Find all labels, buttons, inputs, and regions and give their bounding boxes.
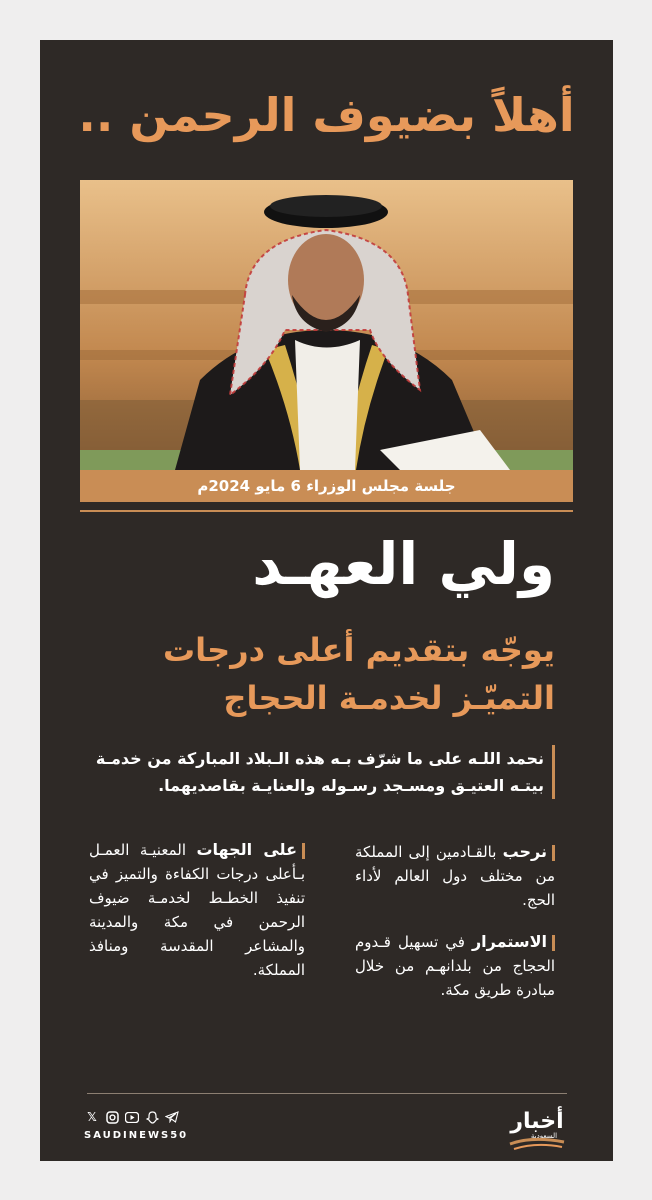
subtitle-line-1: يوجّه بتقديم أعلى درجات <box>162 631 555 669</box>
social-icons <box>84 1107 194 1127</box>
right-column <box>355 840 555 1002</box>
point-text: بالقـادمين إلى المملكة من مختلف دول العالم لأداء الحج. <box>355 843 555 909</box>
point-text: المعنيـة العمـل بـأعلى درجات الكفاءة والتميز في تنفيذ الخطـط لخدمـة ضيوف الرحمن في مكة والمدينة والمشاعر المقدسة ومنافذ المملكة. <box>89 841 305 979</box>
point-welcome <box>355 840 555 912</box>
logo-text: أخبار <box>510 1109 564 1134</box>
photo-caption: جلسة مجلس الوزراء 6 مايو 2024م <box>80 470 573 502</box>
article-title: ولي العهـد <box>252 530 555 598</box>
accent-bar <box>552 935 555 951</box>
accent-bar <box>552 845 555 861</box>
intro-paragraph: نحمد اللـه على ما شرّف بـه هذه الـبلاد المباركة من خدمـة بيتـه العتيـق ومسـجد رسـوله والعنايـة بقاصديهما. <box>82 745 555 799</box>
x-icon[interactable]: 𝕏 <box>87 1110 97 1124</box>
caption-divider <box>80 510 573 512</box>
subtitle-line-2: التميّـز لخدمـة الحجاج <box>223 679 555 717</box>
point-continue <box>355 930 555 1002</box>
headline: أهلاً بضيوف الرحمن .. <box>78 88 575 142</box>
instagram-icon[interactable] <box>104 1109 120 1125</box>
accent-bar <box>302 843 305 859</box>
youtube-icon[interactable] <box>124 1109 140 1125</box>
photo-illustration <box>80 180 573 470</box>
point-lead: نرحب <box>502 842 547 861</box>
point-lead: الاستمرار <box>471 932 547 951</box>
social-handle: SAUDINEWS50 <box>84 1130 189 1141</box>
article-subtitle <box>85 626 555 722</box>
point-text: في تسهيل قـدوم الحجاج من بلدانهـم من خلال مبادرة طريق مكة. <box>355 933 555 999</box>
telegram-icon[interactable] <box>164 1109 180 1125</box>
point-lead: على الجهات <box>196 840 298 859</box>
crown-prince-photo <box>80 180 573 470</box>
poster <box>40 40 613 1161</box>
snapchat-icon[interactable] <box>144 1109 160 1125</box>
left-column <box>89 838 305 982</box>
logo-subtext: السعودية <box>530 1132 558 1140</box>
footer-divider <box>87 1093 567 1094</box>
akhbar-logo <box>502 1102 572 1152</box>
point-authorities <box>89 838 305 982</box>
